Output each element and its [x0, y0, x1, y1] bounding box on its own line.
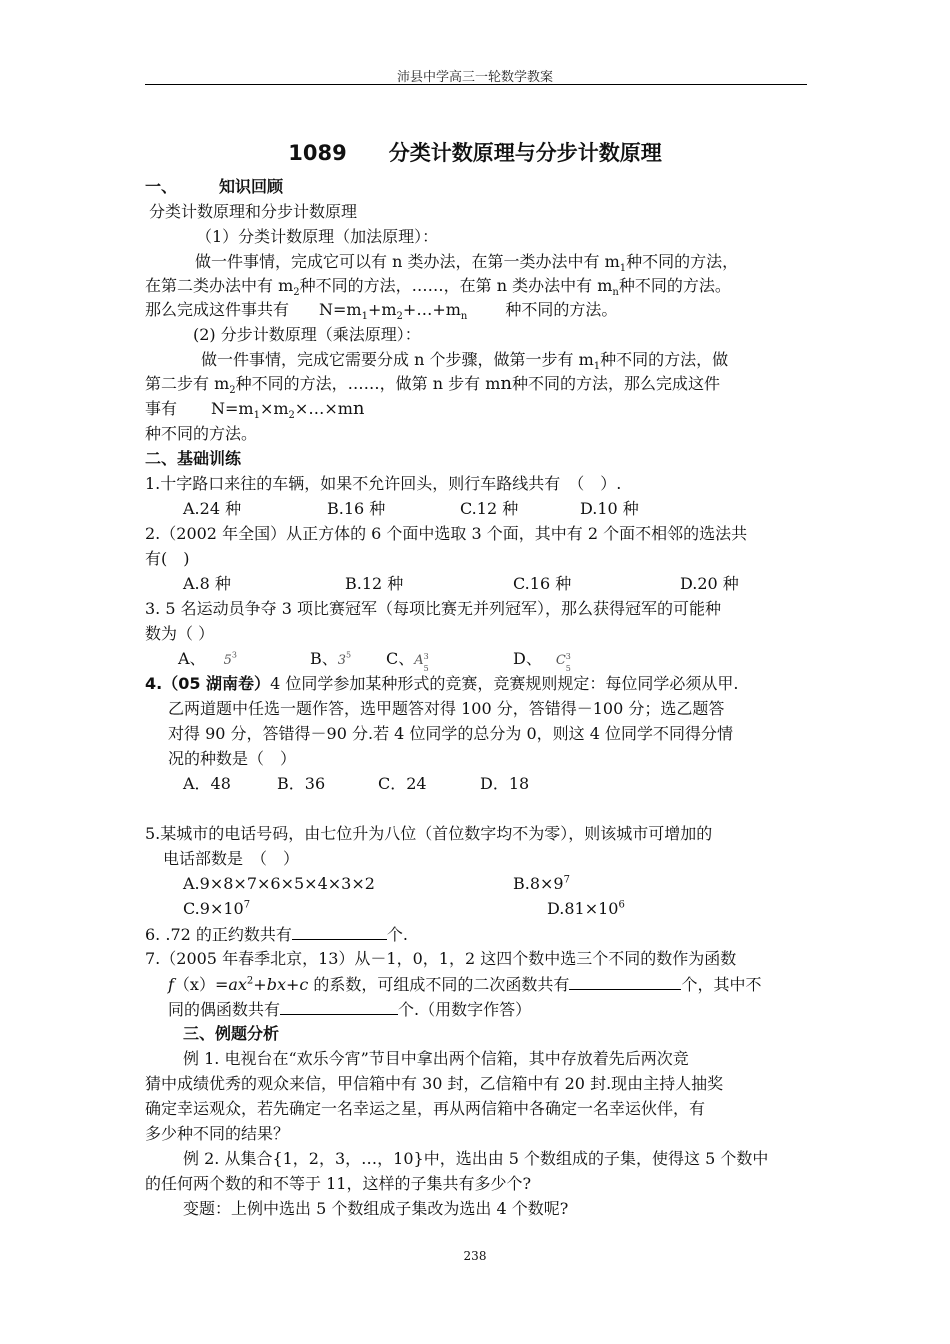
- question-5-line-2: 电话部数是 （ ）: [163, 849, 300, 868]
- page-header: 沛县中学高三一轮数学教案: [396, 70, 553, 85]
- question-2-option-a: A.8 种: [183, 574, 231, 593]
- multiplication-line-4: 种不同的方法。: [145, 424, 258, 443]
- example-2-variant: 变题：上例中选出 5 个数组成子集改为选出 4 个数呢?: [183, 1199, 569, 1218]
- section-1-title: 知识回顾: [219, 177, 284, 196]
- question-1-option-b: B.16 种: [327, 499, 386, 518]
- question-7-answer-blank-2[interactable]: [280, 998, 398, 1015]
- question-2-line-1: 2.（2002 年全国）从正方体的 6 个面中选取 3 个面，其中有 2 个面不相邻的选法共: [145, 524, 748, 543]
- title-number: 1089: [288, 141, 347, 165]
- question-4-line-3: 对得 90 分，答错得－90 分.若 4 位同学的总分为 0，则这 4 位同学不同得分情: [168, 724, 734, 743]
- question-5-option-a: A.9×8×7×6×5×4×3×2: [183, 874, 375, 893]
- section-1-number: 一、: [145, 177, 178, 196]
- question-2-option-d: D.20 种: [680, 574, 739, 593]
- question-6-answer-blank[interactable]: [292, 923, 387, 940]
- question-5-option-c: $C.9\times 10^7$: [183, 899, 251, 918]
- question-7-answer-blank-1[interactable]: [569, 973, 681, 990]
- question-2-option-b: B.12 种: [345, 574, 404, 593]
- question-4-source: （05 湖南卷）: [162, 674, 271, 693]
- question-4-option-b: B．36: [277, 774, 326, 793]
- section-1-heading: [145, 176, 283, 198]
- question-2-line-2: 有( ): [145, 549, 190, 568]
- question-2-option-c: C.16 种: [513, 574, 572, 593]
- question-3-option-d: D、 C 3 5: [513, 649, 571, 673]
- section-2-heading: 二、基础训练: [145, 449, 242, 468]
- multiplication-line-2: 第二步有 $m_2$种不同的方法，……，做第 n 步有 mn种不同的方法，那么完成这件: [145, 373, 720, 397]
- page-title: [0, 137, 950, 167]
- addition-line-3: 那么完成这件事共有 $N=m_1+m_2+\dots+m_n$ 种不同的方法。: [145, 300, 618, 323]
- section-1-intro: 分类计数原理和分步计数原理: [149, 202, 358, 221]
- example-1-line-4: 多少种不同的结果？: [145, 1124, 290, 1143]
- question-3-line-2: 数为（ ）: [145, 624, 215, 643]
- multiplication-line-1: 做一件事情，完成它需要分成 n 个步骤，做第一步有 $m_1$种不同的方法，做: [201, 350, 729, 373]
- question-3-line-1: 3. 5 名运动员争夺 3 项比赛冠军（每项比赛无并列冠军），那么获得冠军的可能种: [145, 599, 721, 618]
- example-2-line-2: 的任何两个数的和不等于 11，这样的子集共有多少个?: [145, 1174, 532, 1193]
- question-6: 6. .72 的正约数共有 个.: [145, 925, 408, 944]
- question-1-option-c: C.12 种: [460, 499, 519, 518]
- question-4-option-a: A．48: [183, 774, 231, 793]
- example-1-line-2: 猜中成绩优秀的观众来信，甲信箱中有 30 封，乙信箱中有 20 封.现由主持人抽奖: [145, 1074, 724, 1093]
- question-4-line-2: 乙两道题中任选一题作答，选甲题答对得 100 分，答错得－100 分；选乙题答: [168, 699, 725, 718]
- multiplication-principle-title: (2) 分步计数原理（乘法原理）：: [193, 325, 421, 344]
- example-1-line-3: 确定幸运观众，若先确定一名幸运之星，再从两信箱中各确定一名幸运伙伴，有: [145, 1099, 706, 1118]
- addition-line-2: 在第二类办法中有 $m_2$种不同的方法，……，在第 n 类办法中有 $m_n$种不同的方法。: [145, 276, 731, 299]
- question-5-option-d: $D.81\times 10^6$: [547, 899, 625, 918]
- question-7-line-1: 7.（2005 年春季北京，13）从－1，0，1，2 这四个数中选三个不同的数作为函数: [145, 949, 737, 968]
- question-3-option-b: B、$3^5$: [310, 649, 352, 668]
- addition-line-1: 做一件事情，完成它可以有 n 类办法，在第一类办法中有 $m_1$种不同的方法，: [195, 252, 739, 275]
- question-5-line-1: 5.某城市的电话号码，由七位升为八位（首位数字均不为零），则该城市可增加的: [145, 824, 713, 843]
- question-4-option-c: C．24: [378, 774, 427, 793]
- question-3-option-c: C、A 3 5: [386, 649, 429, 673]
- question-5-option-b: $B.8\times 9^7$: [513, 874, 570, 893]
- question-1-option-d: D.10 种: [580, 499, 639, 518]
- question-4-line-1: 4.（05 湖南卷）4 位同学参加某种形式的竞赛，竞赛规则规定：每位同学必须从甲.: [145, 674, 739, 693]
- question-1-option-a: A.24 种: [183, 499, 242, 518]
- question-1-stem: 1.十字路口来往的车辆，如果不允许回头，则行车路线共有 （ ）.: [145, 474, 622, 493]
- header-rule: [145, 84, 807, 85]
- addition-principle-title: （1）分类计数原理（加法原理）：: [196, 227, 439, 246]
- question-3-option-a: A、 $5^3$: [178, 649, 237, 668]
- section-3-heading: 三、例题分析: [183, 1024, 280, 1043]
- question-4-line-4: 况的种数是（ ）: [168, 749, 297, 768]
- multiplication-line-3: 事有 $N=m_1\times m_2\times\dots\times mn$: [145, 398, 365, 422]
- page-number: 238: [463, 1249, 487, 1263]
- question-7-line-3: 同的偶函数共有 个.（用数字作答）: [168, 1000, 532, 1019]
- example-1-line-1: 例 1. 电视台在“欢乐今宵”节目中拿出两个信箱，其中存放着先后两次竞: [183, 1049, 689, 1068]
- title-text: 分类计数原理与分步计数原理: [388, 141, 662, 165]
- example-2-line-1: 例 2. 从集合{1，2，3，…，10}中，选出由 5 个数组成的子集，使得这 5 个数中: [183, 1149, 769, 1168]
- question-7-line-2: $f(x)=ax^2+bx+c$ 的系数，可组成不同的二次函数共有 个，其中不: [168, 975, 762, 994]
- question-4-option-d: D．18: [480, 774, 530, 793]
